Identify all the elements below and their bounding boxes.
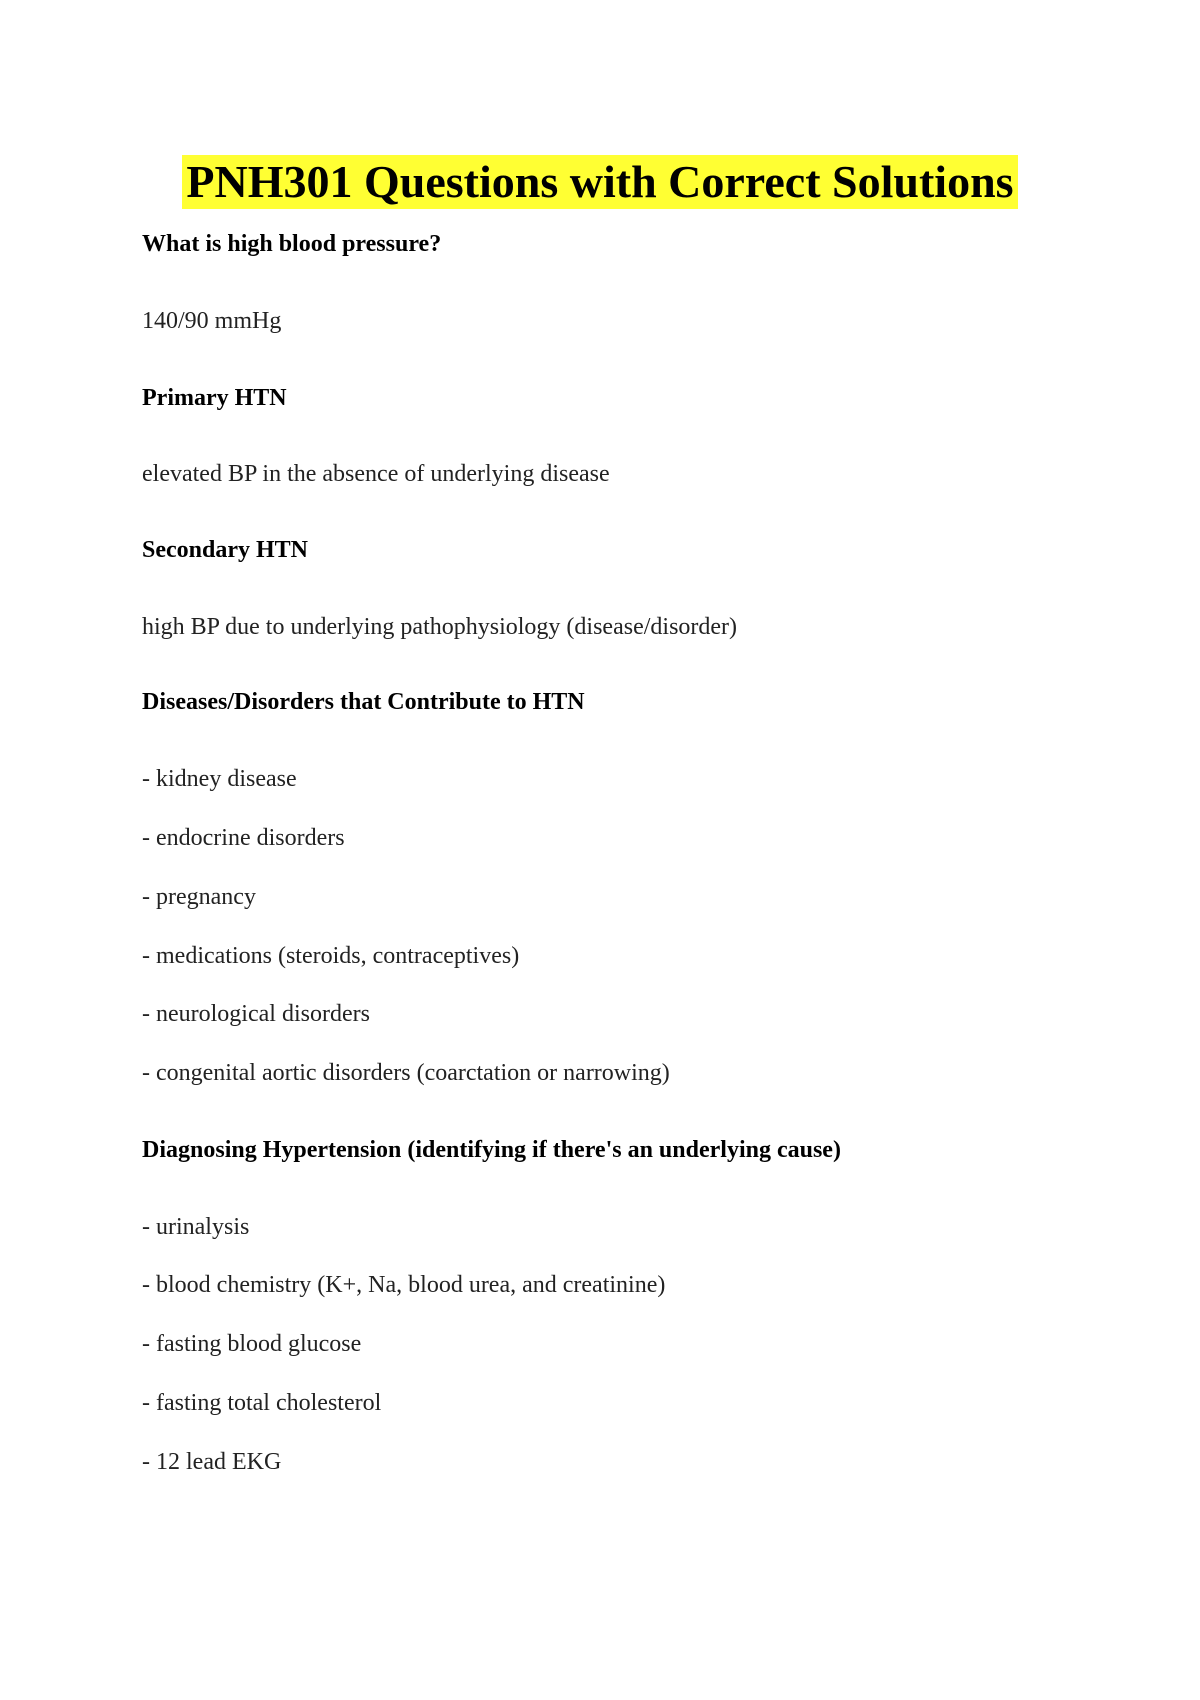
- document-title: PNH301 Questions with Correct Solutions: [182, 155, 1017, 209]
- question-heading: What is high blood pressure?: [142, 231, 442, 257]
- answer-text: elevated BP in the absence of underlying disease: [142, 461, 610, 487]
- list-item: - kidney disease: [142, 766, 297, 792]
- list-item: - medications (steroids, contraceptives): [142, 943, 520, 969]
- question-heading: Primary HTN: [142, 385, 287, 411]
- list-item: - neurological disorders: [142, 1001, 370, 1027]
- list-item: - urinalysis: [142, 1214, 250, 1240]
- list-item: - fasting blood glucose: [142, 1331, 362, 1357]
- list-item: - fasting total cholesterol: [142, 1390, 382, 1416]
- question-heading: Diseases/Disorders that Contribute to HTN: [142, 689, 585, 715]
- list-item: - endocrine disorders: [142, 825, 345, 851]
- question-heading: Secondary HTN: [142, 537, 309, 563]
- answer-text: 140/90 mmHg: [142, 308, 282, 334]
- list-item: - pregnancy: [142, 884, 256, 910]
- list-item: - 12 lead EKG: [142, 1449, 282, 1475]
- list-item: - congenital aortic disorders (coarctation or narrowing): [142, 1060, 670, 1086]
- title-container: [0, 155, 1200, 209]
- answer-text: high BP due to underlying pathophysiology (disease/disorder): [142, 614, 738, 640]
- question-heading: Diagnosing Hypertension (identifying if there's an underlying cause): [142, 1137, 841, 1163]
- list-item: - blood chemistry (K+, Na, blood urea, and creatinine): [142, 1272, 666, 1298]
